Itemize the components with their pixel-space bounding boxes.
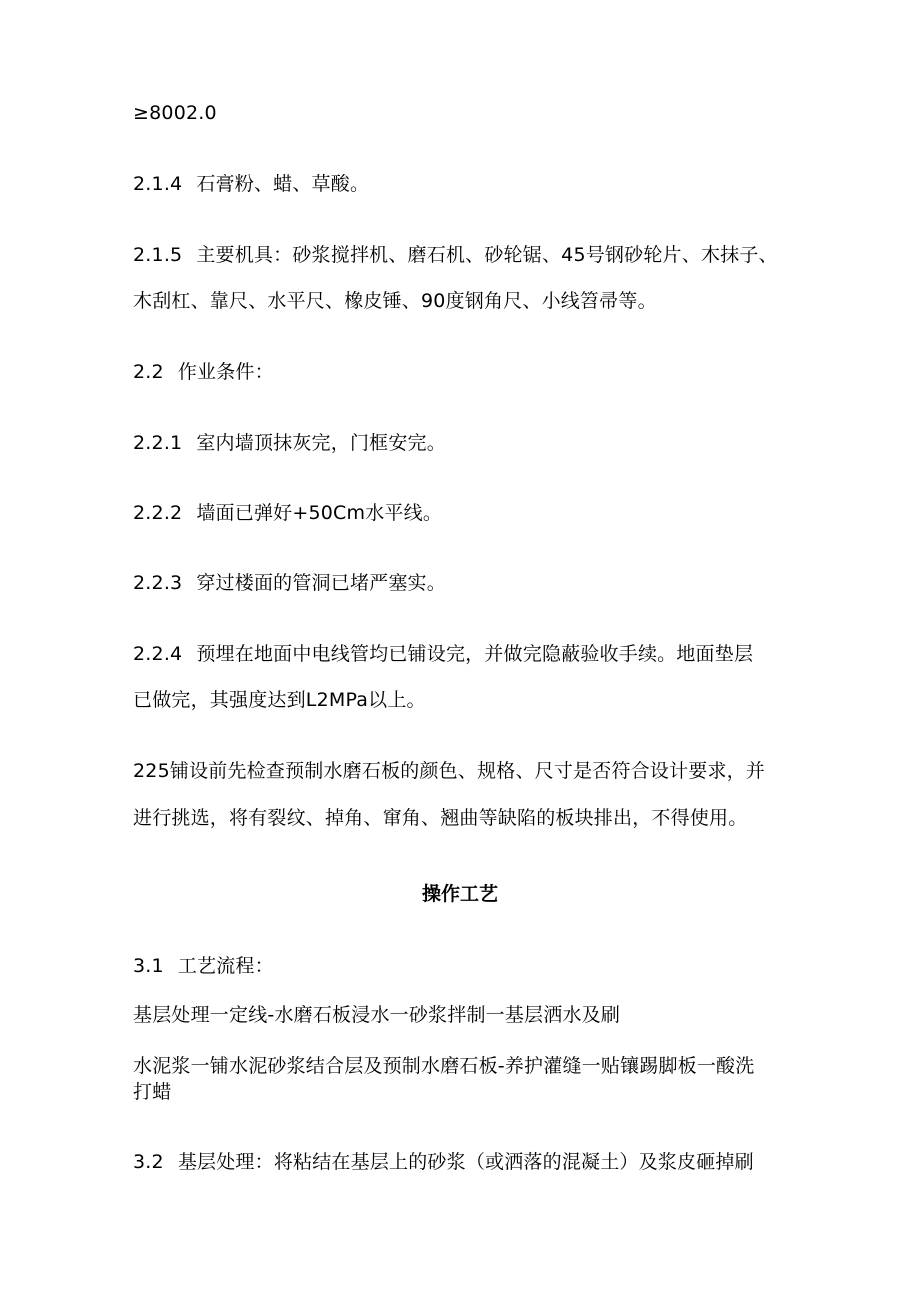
text-line-2-2-5-cont <box>133 806 747 830</box>
line-text: 预埋在地面中电线管均已铺设完，并做完隐蔽验收手续。地面垫层 <box>196 643 754 665</box>
text-line-2-1-4 <box>133 172 369 196</box>
text-line-2-2-3 <box>133 571 446 595</box>
line-text: 已做完，其强度达到L2MPa以上。 <box>133 689 426 711</box>
line-text: 主要机具：砂浆搅拌机、磨石机、砂轮锯、45号钢砂轮片、木抹子、 <box>196 244 778 266</box>
text-line-3-1 <box>133 954 274 978</box>
text-line-process-2 <box>133 1054 754 1078</box>
line-text: 打蜡 <box>133 1081 172 1103</box>
section-number: 2.2.2 <box>133 502 183 524</box>
text-line-3-2 <box>133 1150 754 1174</box>
line-text: 水泥浆一铺水泥砂浆结合层及预制水磨石板-养护灌缝一贴镶踢脚板一酸洗 <box>133 1055 755 1077</box>
line-text: 石膏粉、蜡、草酸。 <box>196 173 370 195</box>
section-number: 2.2.1 <box>133 432 183 454</box>
text-line-2-1-5 <box>133 243 778 267</box>
line-text: 基层处理：将粘结在基层上的砂浆（或洒落的混凝土）及浆皮砸掉刷 <box>177 1151 754 1173</box>
section-number: 2.2.3 <box>133 572 183 594</box>
section-number: 2.1.4 <box>133 173 183 195</box>
section-number: 3.2 <box>133 1151 164 1173</box>
text-line-2-2-5 <box>133 759 765 783</box>
section-heading: 操作工艺 <box>421 883 498 905</box>
text-line-2-2-1 <box>133 431 446 455</box>
text-line-process-1 <box>133 1003 620 1027</box>
section-number: 2.2.4 <box>133 643 183 665</box>
section-number: 2.2 <box>133 361 164 383</box>
line-text: 工艺流程： <box>177 955 274 977</box>
text-line-strength <box>133 101 217 125</box>
text-line-2-2-2 <box>133 501 442 525</box>
text-line-2-2-4 <box>133 642 753 666</box>
text-line-2-2 <box>133 360 274 384</box>
line-text: 穿过楼面的管洞已堵严塞实。 <box>196 572 446 594</box>
line-text: 墙面已弹好+50Cm水平线。 <box>196 502 443 524</box>
line-text: ≥8002.0 <box>133 102 217 124</box>
line-text: 基层处理一定线-水磨石板浸水一砂浆拌制一基层洒水及刷 <box>133 1004 621 1026</box>
text-line-strength-cont <box>133 688 426 712</box>
line-text: 作业条件： <box>177 361 274 383</box>
line-text: 木刮杠、靠尺、水平尺、橡皮锤、90度钢角尺、小线笤帚等。 <box>133 290 657 312</box>
line-text: 225铺设前先检查预制水磨石板的颜色、规格、尺寸是否符合设计要求，并 <box>133 760 766 782</box>
line-text: 室内墙顶抹灰完，门框安完。 <box>196 432 446 454</box>
line-text: 进行挑选，将有裂纹、掉角、窜角、翘曲等缺陷的板块排出，不得使用。 <box>133 807 748 829</box>
text-line-process-3 <box>133 1080 171 1104</box>
section-number: 3.1 <box>133 955 164 977</box>
section-number: 2.1.5 <box>133 244 183 266</box>
text-line-tools-cont <box>133 289 657 313</box>
